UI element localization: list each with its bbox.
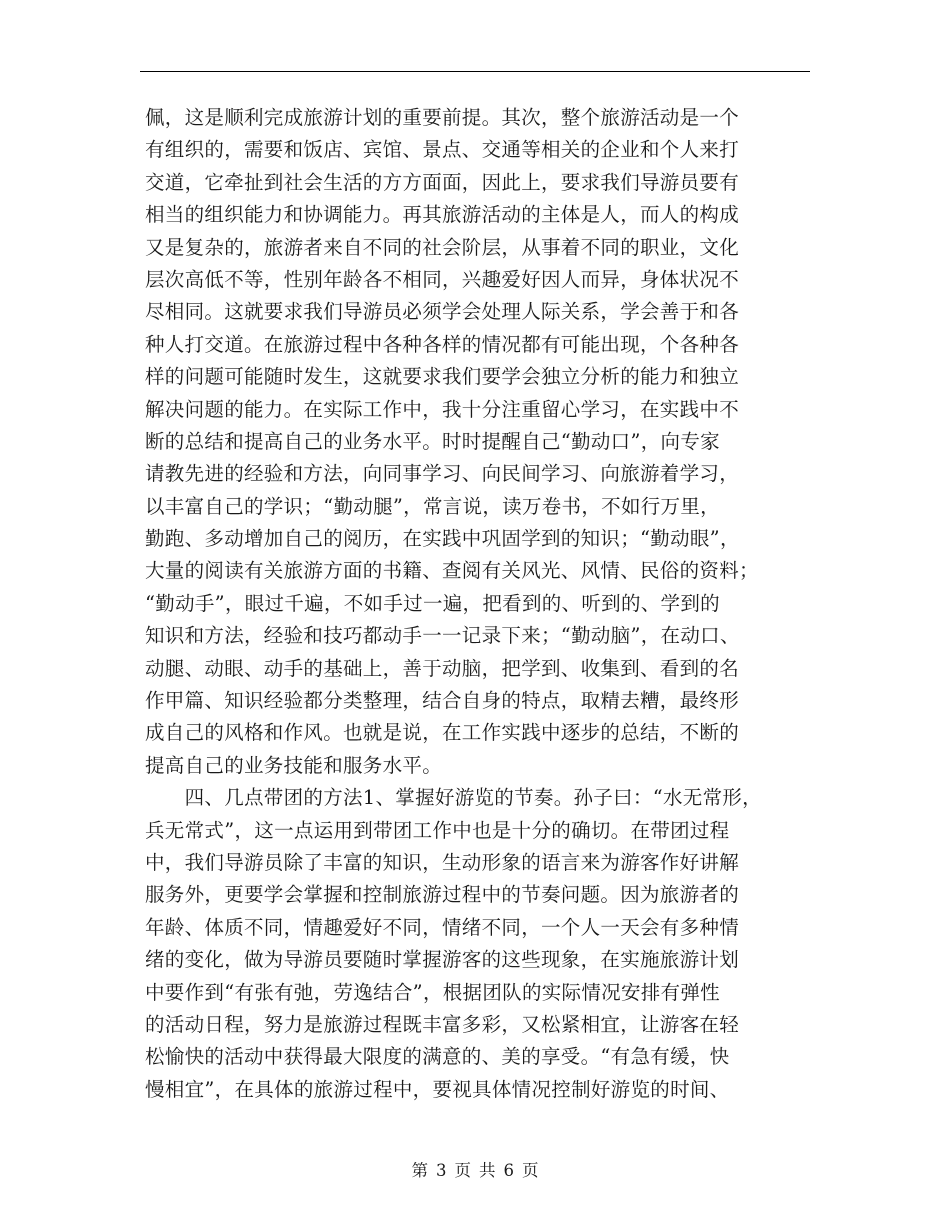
- text-line: 的活动日程，努力是旅游过程既丰富多彩，又松紧相宜，让游客在轻: [145, 1012, 740, 1036]
- text-line: 大量的阅读有关旅游方面的书籍、查阅有关风光、风情、民俗的资料；: [145, 559, 759, 583]
- text-line: 绪的变化，做为导游员要随时掌握游客的这些现象，在实施旅游计划: [145, 948, 740, 972]
- text-line: 佩，这是顺利完成旅游计划的重要前提。其次，整个旅游活动是一个: [145, 106, 740, 129]
- text-line: 相当的组织能力和协调能力。再其旅游活动的主体是人，而人的构成: [145, 203, 740, 227]
- text-line: 交道，它牵扯到社会生活的方方面面，因此上，要求我们导游员要有: [145, 170, 740, 194]
- page-footer: [0, 1157, 950, 1181]
- total-pages-number: 6: [503, 1161, 514, 1180]
- text-line: 种人打交道。在旅游过程中各种各样的情况都有可能出现，个各种各: [145, 332, 740, 356]
- text-line: 有组织的，需要和饭店、宾馆、景点、交通等相关的企业和个人来打: [145, 138, 740, 162]
- text-line: 知识和方法，经验和技巧都动手一一记录下来；“勤动脑”，在动口、: [145, 624, 740, 648]
- text-line: 中要作到“有张有弛，劳逸结合”，根据团队的实际情况安排有弹性: [145, 980, 720, 1004]
- footer-label: 第: [411, 1161, 428, 1180]
- text-line: 松愉快的活动中获得最大限度的满意的、美的享受。“有急有缓，快: [145, 1045, 730, 1069]
- text-line: 提高自己的业务技能和服务水平。: [145, 753, 443, 777]
- footer-label: 页: [522, 1161, 539, 1180]
- text-line: “勤动手”，眼过千遍，不如手过一遍，把看到的、听到的、学到的: [145, 591, 720, 615]
- footer-label: 页: [454, 1161, 471, 1180]
- footer-label: 共: [479, 1161, 496, 1180]
- text-line: 兵无常式”，这一点运用到带团工作中也是十分的确切。在带团过程: [145, 818, 730, 842]
- text-line: 四、几点带团的方法1、掌握好游览的节奏。孙子曰：“水无常形，: [145, 786, 762, 810]
- current-page-number: 3: [436, 1161, 447, 1180]
- text-line: 断的总结和提高自己的业务水平。时时提醒自己“勤动口”，向专家: [145, 429, 720, 453]
- text-line: 中，我们导游员除了丰富的知识，生动形象的语言来为游客作好讲解: [145, 850, 740, 874]
- text-line: 慢相宜”，在具体的旅游过程中，要视具体情况控制好游览的时间、: [145, 1077, 730, 1101]
- text-line: 作甲篇、知识经验都分类整理，结合自身的特点，取精去糟，最终形: [145, 689, 740, 713]
- text-line: 勤跑、多动增加自己的阅历，在实践中巩固学到的知识；“勤动眼”，: [145, 527, 740, 551]
- text-line: 层次高低不等，性别年龄各不相同，兴趣爱好因人而异，身体状况不: [145, 267, 740, 291]
- document-body: [145, 102, 815, 1106]
- text-line: 年龄、体质不同，情趣爱好不同，情绪不同，一个人一天会有多种情: [145, 915, 740, 939]
- text-line: 又是复杂的，旅游者来自不同的社会阶层，从事着不同的职业，文化: [145, 235, 740, 259]
- text-line: 服务外，更要学会掌握和控制旅游过程中的节奏问题。因为旅游者的: [145, 883, 740, 907]
- text-line: 动腿、动眼、动手的基础上，善于动脑，把学到、收集到、看到的名: [145, 656, 740, 680]
- text-line: 样的问题可能随时发生，这就要求我们要学会独立分析的能力和独立: [145, 365, 740, 389]
- text-line: 解决问题的能力。在实际工作中，我十分注重留心学习，在实践中不: [145, 397, 740, 421]
- text-line: 成自己的风格和作风。也就是说，在工作实践中逐步的总结，不断的: [145, 721, 740, 745]
- text-line: 请教先进的经验和方法，向同事学习、向民间学习、向旅游着学习，: [145, 462, 740, 486]
- text-line: 以丰富自己的学识；“勤动腿”，常言说，读万卷书，不如行万里，: [145, 494, 720, 518]
- header-rule: [140, 71, 810, 72]
- text-line: 尽相同。这就要求我们导游员必须学会处理人际关系，学会善于和各: [145, 300, 740, 324]
